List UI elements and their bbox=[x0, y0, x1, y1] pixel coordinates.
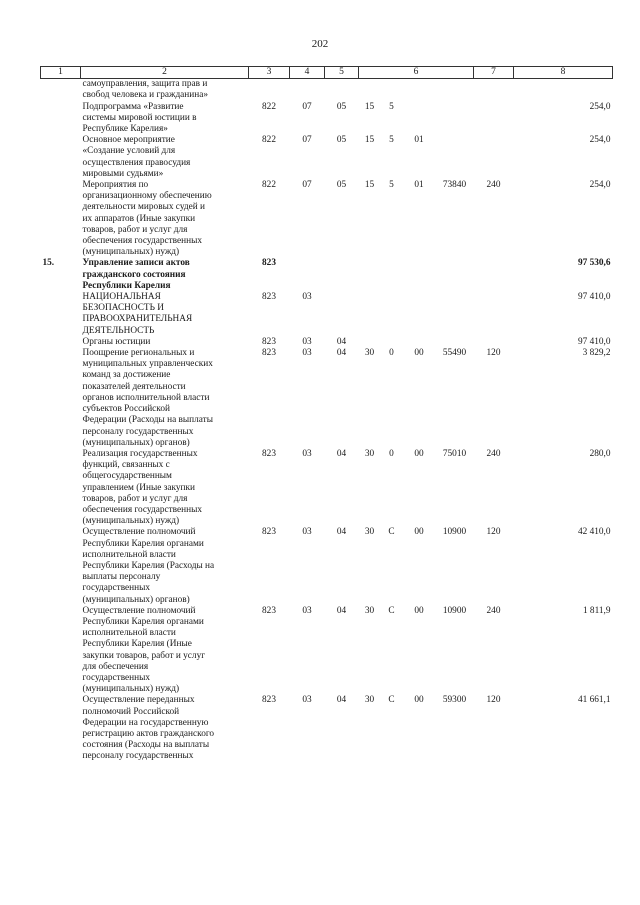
code-subsection: 04 bbox=[336, 695, 347, 706]
code-expense-type: 120 bbox=[486, 695, 501, 706]
column-number-2: 2 bbox=[81, 67, 249, 79]
code-direction bbox=[436, 79, 474, 102]
row-index bbox=[41, 180, 81, 258]
code-ministry: 823 bbox=[262, 292, 276, 303]
code-direction bbox=[436, 258, 474, 292]
code-program: 30 bbox=[364, 348, 375, 359]
code-event: 01 bbox=[414, 180, 424, 191]
table-row bbox=[41, 695, 613, 762]
code-section bbox=[290, 79, 325, 102]
code-direction: 10900 bbox=[442, 527, 467, 538]
table-row bbox=[41, 449, 613, 527]
code-subprogram: 0 bbox=[389, 348, 394, 359]
row-index bbox=[41, 292, 81, 337]
code-expense-type: 240 bbox=[486, 448, 501, 459]
amount: 254,0 bbox=[589, 180, 611, 191]
table-row bbox=[41, 180, 613, 258]
row-index bbox=[41, 606, 81, 696]
code-ministry: 823 bbox=[262, 336, 276, 347]
code-program bbox=[359, 337, 381, 348]
code-event bbox=[403, 258, 436, 292]
amount: 1 811,9 bbox=[582, 605, 611, 616]
code-event: 00 bbox=[414, 348, 424, 359]
table-row bbox=[41, 337, 613, 348]
code-subprogram bbox=[381, 258, 403, 292]
item-name: Осуществление полномочий Республики Карелия органами исполнительной власти Республики Карелия (Расходы на выплаты персоналу государственных (муниципальных) органов) bbox=[82, 527, 215, 605]
code-ministry: 823 bbox=[262, 258, 276, 269]
code-section: 03 bbox=[302, 348, 312, 359]
table-row bbox=[41, 79, 613, 102]
code-direction: 10900 bbox=[442, 605, 467, 616]
code-section: 07 bbox=[302, 135, 312, 146]
code-event: 00 bbox=[414, 605, 424, 616]
code-ministry bbox=[249, 79, 290, 102]
code-event bbox=[403, 79, 436, 102]
item-name: Осуществление переданных полномочий Российской Федерации на государственную регистрацию актов гражданского состояния (Расходы на выплаты персоналу государственных bbox=[82, 695, 215, 762]
code-section: 03 bbox=[302, 695, 312, 706]
code-event bbox=[403, 337, 436, 348]
code-program: 15 bbox=[364, 135, 375, 146]
column-number-7: 7 bbox=[474, 67, 514, 79]
item-name: Мероприятия по организационному обеспечению деятельности мировых судей и их аппаратов (Иные закупки товаров, работ и услуг для обеспечения государственных (муниципальных) нужд) bbox=[82, 180, 212, 258]
table-row bbox=[41, 527, 613, 605]
code-section: 03 bbox=[302, 605, 312, 616]
item-name: Органы юстиции bbox=[82, 336, 151, 347]
amount bbox=[514, 79, 613, 102]
row-index bbox=[41, 135, 81, 180]
code-ministry: 823 bbox=[262, 448, 276, 459]
code-ministry: 822 bbox=[262, 135, 276, 146]
code-subsection: 05 bbox=[336, 135, 347, 146]
code-expense-type bbox=[474, 102, 514, 136]
code-event bbox=[403, 102, 436, 136]
code-direction: 75010 bbox=[442, 448, 467, 459]
code-event: 00 bbox=[414, 527, 424, 538]
code-subsection: 04 bbox=[336, 336, 347, 347]
code-subprogram: 5 bbox=[389, 180, 394, 191]
item-name: самоуправления, защита прав и свобод человека и гражданина» bbox=[82, 79, 209, 101]
table-body bbox=[41, 79, 613, 763]
amount: 254,0 bbox=[589, 135, 611, 146]
item-name: Управление записи актов гражданского состояния Республики Карелия bbox=[82, 258, 190, 291]
item-name: Основное мероприятие «Создание условий для осуществления правосудия мировыми судьями» bbox=[82, 135, 191, 179]
budget-table bbox=[40, 66, 613, 763]
code-program: 15 bbox=[364, 180, 375, 191]
code-subsection: 04 bbox=[336, 527, 347, 538]
code-program bbox=[359, 258, 381, 292]
code-event: 01 bbox=[414, 135, 424, 146]
code-ministry: 822 bbox=[262, 101, 276, 112]
code-expense-type bbox=[474, 135, 514, 180]
code-subsection bbox=[325, 79, 359, 102]
code-subsection: 04 bbox=[336, 348, 347, 359]
code-section: 03 bbox=[302, 336, 312, 347]
page-number: 202 bbox=[311, 38, 329, 50]
code-section bbox=[290, 258, 325, 292]
code-subprogram: С bbox=[388, 527, 395, 538]
code-section: 03 bbox=[302, 527, 312, 538]
code-event: 00 bbox=[414, 695, 424, 706]
code-subsection bbox=[325, 292, 359, 337]
code-direction: 59300 bbox=[442, 695, 467, 706]
code-subsection: 05 bbox=[336, 180, 347, 191]
code-subprogram: 5 bbox=[389, 101, 394, 112]
table-row bbox=[41, 102, 613, 136]
code-subprogram bbox=[381, 337, 403, 348]
amount: 280,0 bbox=[589, 448, 611, 459]
item-name: Осуществление полномочий Республики Карелия органами исполнительной власти Республики Карелия (Иные закупки товаров, работ и услуг для обеспечения государственных (муниципальных) нужд) bbox=[82, 605, 206, 695]
amount: 42 410,0 bbox=[577, 527, 611, 538]
code-expense-type: 120 bbox=[486, 527, 501, 538]
code-subsection: 04 bbox=[336, 605, 347, 616]
item-name: Реализация государственных функций, связанных с общегосударственным управлением (Иные закупки товаров, работ и услуг для обеспечения государственных (муниципальных) нужд) bbox=[82, 448, 202, 527]
table-row bbox=[41, 606, 613, 696]
code-expense-type bbox=[474, 79, 514, 102]
code-ministry: 823 bbox=[262, 695, 276, 706]
code-subprogram: С bbox=[388, 605, 395, 616]
table-row bbox=[41, 348, 613, 449]
code-section: 03 bbox=[302, 448, 312, 459]
column-number-1: 1 bbox=[41, 67, 81, 79]
code-section: 07 bbox=[302, 180, 312, 191]
code-program: 30 bbox=[364, 448, 375, 459]
code-program: 30 bbox=[364, 605, 375, 616]
column-number-row bbox=[41, 67, 613, 79]
code-subsection bbox=[325, 258, 359, 292]
row-index bbox=[41, 79, 81, 102]
code-ministry: 823 bbox=[262, 605, 276, 616]
code-subsection: 04 bbox=[336, 448, 347, 459]
row-index: 15. bbox=[42, 258, 55, 269]
amount: 41 661,1 bbox=[577, 695, 611, 706]
code-ministry: 822 bbox=[262, 180, 276, 191]
code-expense-type: 120 bbox=[486, 348, 501, 359]
code-direction bbox=[436, 337, 474, 348]
code-expense-type bbox=[474, 258, 514, 292]
amount: 97 410,0 bbox=[577, 292, 611, 303]
code-direction bbox=[436, 102, 474, 136]
code-expense-type: 240 bbox=[486, 180, 501, 191]
code-event bbox=[403, 292, 436, 337]
code-direction: 55490 bbox=[442, 348, 467, 359]
column-number-6: 6 bbox=[359, 67, 474, 79]
code-subprogram: 0 bbox=[389, 448, 394, 459]
row-index bbox=[41, 449, 81, 527]
item-name: НАЦИОНАЛЬНАЯ БЕЗОПАСНОСТЬ И ПРАВООХРАНИТЕЛЬНАЯ ДЕЯТЕЛЬНОСТЬ bbox=[82, 292, 193, 336]
column-number-8: 8 bbox=[514, 67, 613, 79]
amount: 97 410,0 bbox=[577, 336, 611, 347]
table-row bbox=[41, 292, 613, 337]
table-row bbox=[41, 258, 613, 292]
code-direction bbox=[436, 292, 474, 337]
amount: 3 829,2 bbox=[582, 348, 611, 359]
code-program bbox=[359, 292, 381, 337]
code-subprogram bbox=[381, 79, 403, 102]
column-number-4: 4 bbox=[290, 67, 325, 79]
row-index bbox=[41, 695, 81, 762]
code-expense-type bbox=[474, 292, 514, 337]
table-row bbox=[41, 135, 613, 180]
code-program: 30 bbox=[364, 695, 375, 706]
code-expense-type bbox=[474, 337, 514, 348]
code-ministry: 823 bbox=[262, 527, 276, 538]
code-event: 00 bbox=[414, 448, 424, 459]
code-direction bbox=[436, 135, 474, 180]
amount: 97 530,6 bbox=[577, 258, 611, 269]
code-section: 03 bbox=[302, 292, 312, 303]
code-ministry: 823 bbox=[262, 348, 276, 359]
row-index bbox=[41, 102, 81, 136]
code-section: 07 bbox=[302, 101, 312, 112]
code-subsection: 05 bbox=[336, 101, 347, 112]
row-index bbox=[41, 348, 81, 449]
code-program bbox=[359, 79, 381, 102]
code-subprogram: С bbox=[388, 695, 395, 706]
row-index bbox=[41, 337, 81, 348]
amount: 254,0 bbox=[589, 101, 611, 112]
item-name: Поощрение региональных и муниципальных управленческих команд за достижение показателей деятельности органов исполнительной власти субъектов Российской Федерации (Расходы на выплаты персоналу государственных (муниципальных) органов) bbox=[82, 348, 213, 448]
item-name: Подпрограмма «Развитие системы мировой юстиции в Республике Карелия» bbox=[82, 101, 197, 135]
code-program: 15 bbox=[364, 101, 375, 112]
row-index bbox=[41, 527, 81, 605]
column-number-3: 3 bbox=[249, 67, 290, 79]
code-subprogram bbox=[381, 292, 403, 337]
code-expense-type: 240 bbox=[486, 605, 501, 616]
code-direction: 73840 bbox=[442, 180, 467, 191]
code-program: 30 bbox=[364, 527, 375, 538]
column-number-5: 5 bbox=[325, 67, 359, 79]
code-subprogram: 5 bbox=[389, 135, 394, 146]
